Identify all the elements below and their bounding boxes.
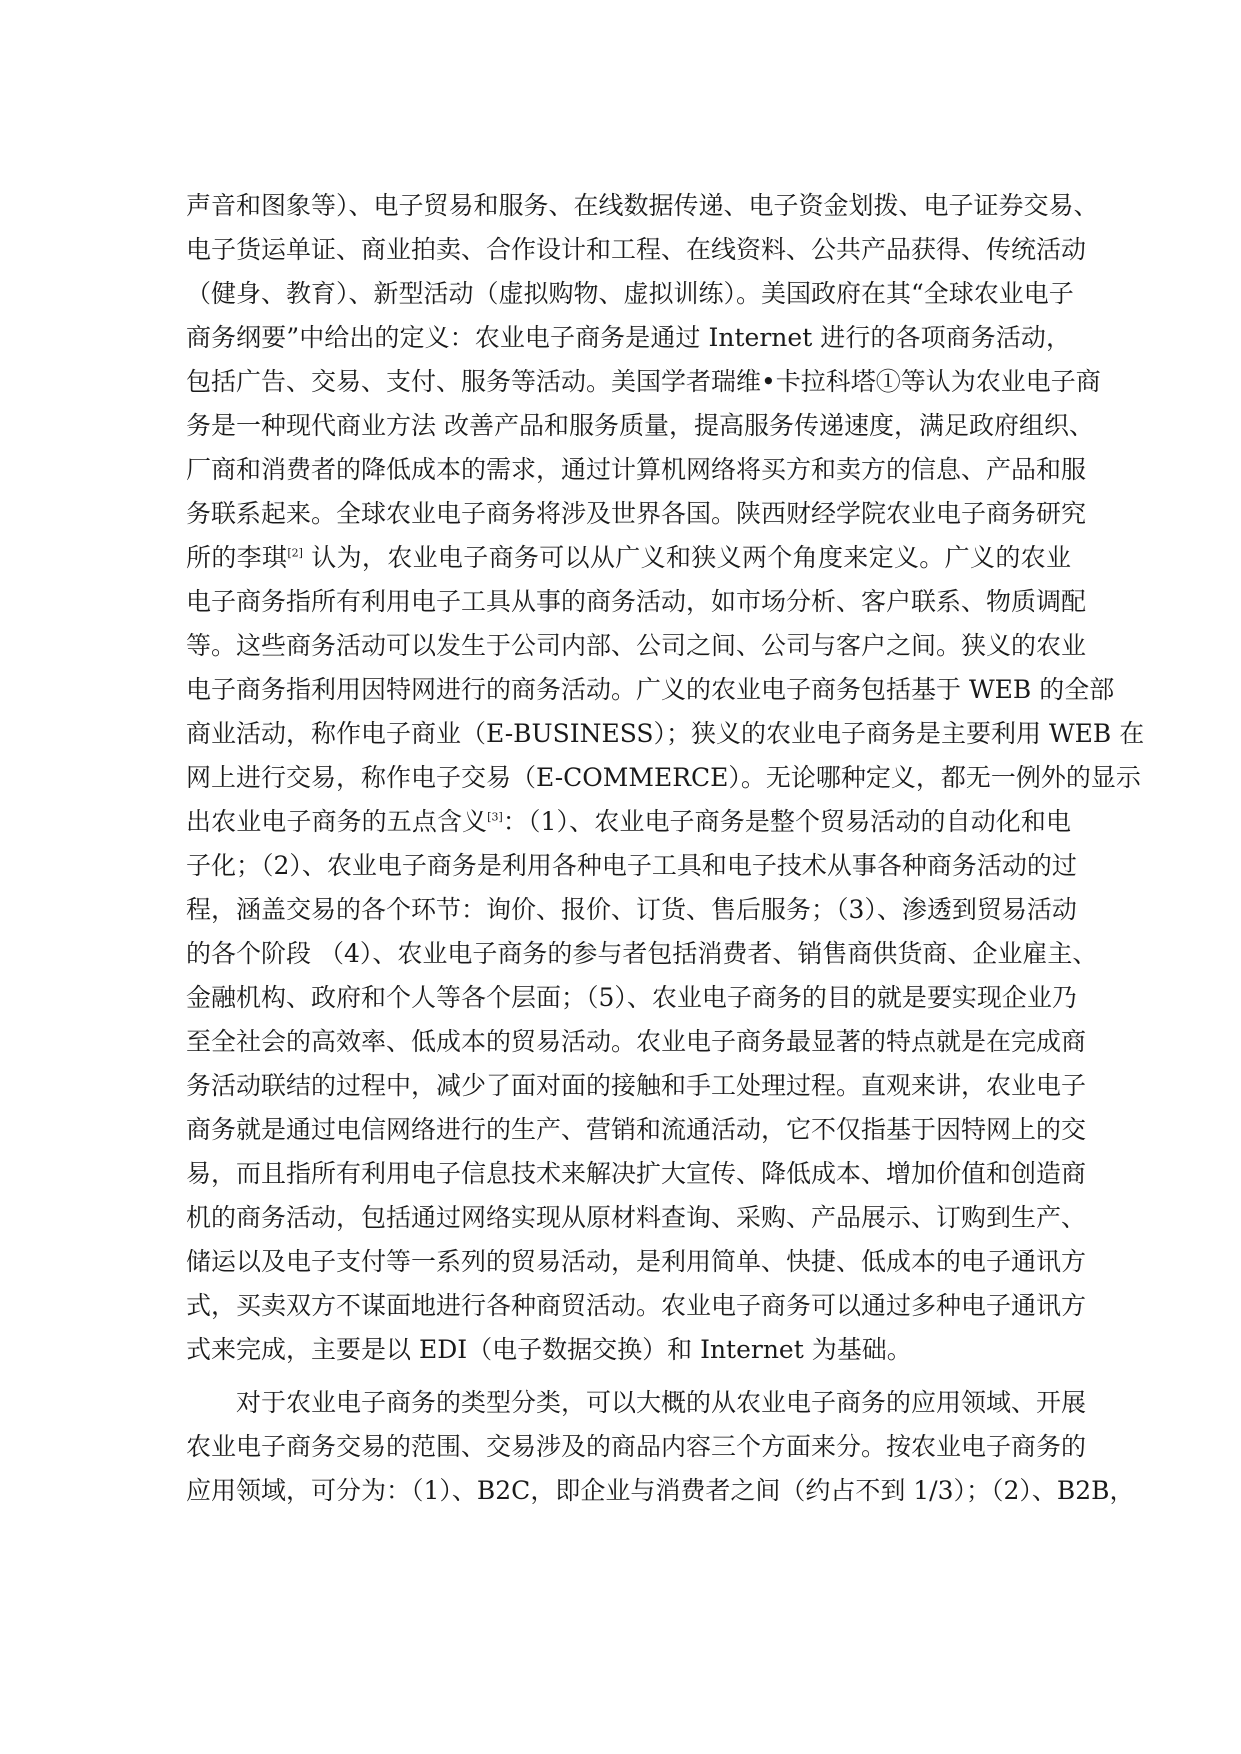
citation-marker: [2] xyxy=(287,546,303,560)
text-line: 商业活动，称作电子商业（E-BUSINESS）；狭义的农业电子商务是主要利用 WEB 在 xyxy=(186,719,1145,748)
text-line: 电子商务指所有利用电子工具从事的商务活动，如市场分析、客户联系、物质调配 xyxy=(186,587,1087,616)
text-line: 应用领域，可分为：（1）、B2C，即企业与消费者之间（约占不到 1/3）；（2）、B2B， xyxy=(186,1476,1135,1505)
text-line: 易，而且指所有利用电子信息技术来解决扩大宣传、降低成本、增加价值和创造商 xyxy=(186,1159,1087,1188)
text-line: 务是一种现代商业方法 改善产品和服务质量，提高服务传递速度，满足政府组织、 xyxy=(186,411,1094,440)
text-line: 电子商务指利用因特网进行的商务活动。广义的农业电子商务包括基于 WEB 的全部 xyxy=(186,675,1115,704)
text-line: 务联系起来。全球农业电子商务将涉及世界各国。陕西财经学院农业电子商务研究 xyxy=(186,499,1087,528)
text-line: 式来完成，主要是以 EDI（电子数据交换）和 Internet 为基础。 xyxy=(186,1335,912,1364)
text-line: 金融机构、政府和个人等各个层面；（5）、农业电子商务的目的就是要实现企业乃 xyxy=(186,983,1077,1012)
text-line: 机的商务活动，包括通过网络实现从原材料查询、采购、产品展示、订购到生产、 xyxy=(186,1203,1087,1232)
text-line: 网上进行交易，称作电子交易（E-COMMERCE）。无论哪种定义，都无一例外的显示 xyxy=(186,763,1141,792)
citation-marker: [3] xyxy=(487,810,503,824)
paragraph-classification xyxy=(186,1381,1135,1513)
text-line: 至全社会的高效率、低成本的贸易活动。农业电子商务最显著的特点就是在完成商 xyxy=(186,1027,1087,1056)
text-line: 务活动联结的过程中，减少了面对面的接触和手工处理过程。直观来讲，农业电子 xyxy=(186,1071,1087,1100)
text-line: 厂商和消费者的降低成本的需求，通过计算机网络将买方和卖方的信息、产品和服 xyxy=(186,455,1087,484)
text-line: 的各个阶段 （4）、农业电子商务的参与者包括消费者、销售商供货商、企业雇主、 xyxy=(186,939,1098,968)
text-line: 出农业电子商务的五点含义[3]：（1）、农业电子商务是整个贸易活动的自动化和电 xyxy=(186,807,1071,836)
text-line: 农业电子商务交易的范围、交易涉及的商品内容三个方面来分。按农业电子商务的 xyxy=(186,1432,1087,1461)
text-line: 子化；（2）、农业电子商务是利用各种电子工具和电子技术从事各种商务活动的过 xyxy=(186,851,1077,880)
text-line: （健身、教育）、新型活动（虚拟购物、虚拟训练）。美国政府在其“全球农业电子 xyxy=(186,279,1074,308)
paragraph-spacing xyxy=(186,1372,1071,1381)
text-line: 式，买卖双方不谋面地进行各种商贸活动。农业电子商务可以通过多种电子通讯方 xyxy=(186,1291,1087,1320)
text-line: 商务纲要”中给出的定义：农业电子商务是通过 Internet 进行的各项商务活动， xyxy=(186,323,1071,352)
text-line: 等。这些商务活动可以发生于公司内部、公司之间、公司与客户之间。狭义的农业 xyxy=(186,631,1087,660)
text-line: 对于农业电子商务的类型分类，可以大概的从农业电子商务的应用领域、开展 xyxy=(186,1388,1087,1417)
text-line: 包括广告、交易、支付、服务等活动。美国学者瑞维•卡拉科塔①等认为农业电子商 xyxy=(186,367,1101,396)
text-line: 程，涵盖交易的各个环节：询价、报价、订货、售后服务；（3）、渗透到贸易活动 xyxy=(186,895,1077,924)
text-line: 声音和图象等）、电子贸易和服务、在线数据传递、电子资金划拨、电子证券交易、 xyxy=(186,191,1099,220)
text-line: 商务就是通过电信网络进行的生产、营销和流通活动，它不仅指基于因特网上的交 xyxy=(186,1115,1087,1144)
text-line: 所的李琪[2] 认为，农业电子商务可以从广义和狭义两个角度来定义。广义的农业 xyxy=(186,543,1071,572)
paragraph-definition xyxy=(186,184,1145,1372)
text-line: 电子货运单证、商业拍卖、合作设计和工程、在线资料、公共产品获得、传统活动 xyxy=(186,235,1087,264)
text-line: 储运以及电子支付等一系列的贸易活动，是利用简单、快捷、低成本的电子通讯方 xyxy=(186,1247,1087,1276)
document-page xyxy=(186,184,1145,1513)
